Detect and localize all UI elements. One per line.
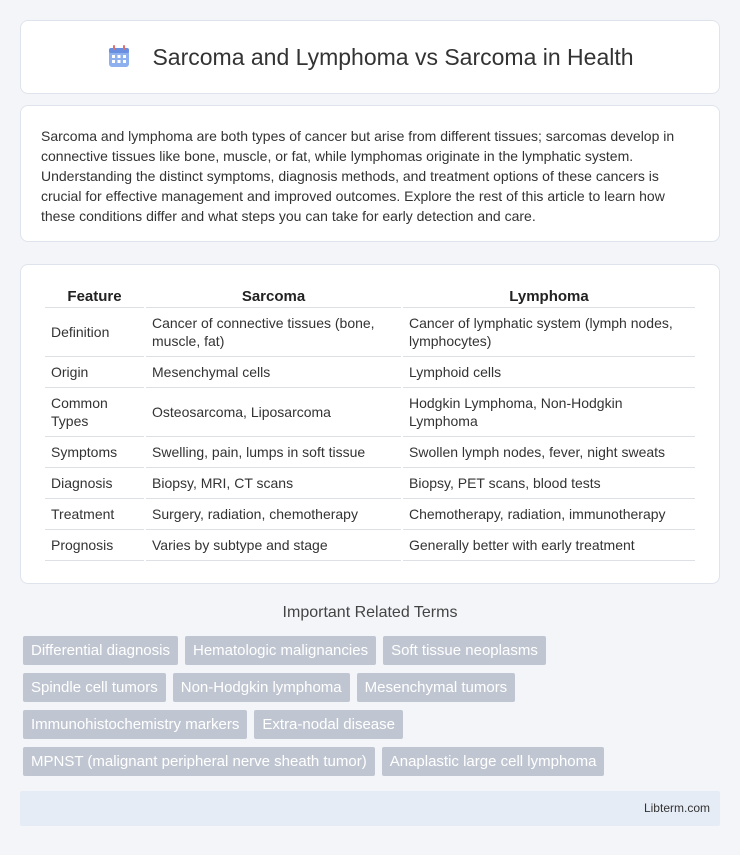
- table-row: [45, 357, 695, 388]
- table-row: [45, 388, 695, 437]
- comparison-table-card: [20, 264, 720, 584]
- table-cell-lymphoma: Cancer of lymphatic system (lymph nodes, lymphocytes): [403, 308, 695, 357]
- table-cell-lymphoma: Biopsy, PET scans, blood tests: [403, 468, 695, 499]
- table-cell-sarcoma: Surgery, radiation, chemotherapy: [146, 499, 401, 530]
- table-cell-feature: Common Types: [45, 388, 144, 437]
- footer: [20, 791, 720, 826]
- table-cell-feature: Prognosis: [45, 530, 144, 561]
- term-tag[interactable]: Hematologic malignancies: [185, 636, 376, 665]
- page-title: Sarcoma and Lymphoma vs Sarcoma in Health: [152, 43, 634, 70]
- term-row: [23, 673, 723, 702]
- term-row: [23, 710, 723, 739]
- footer-brand[interactable]: Libterm.com: [643, 801, 710, 815]
- table-cell-sarcoma: Mesenchymal cells: [146, 357, 401, 388]
- term-tag[interactable]: Immunohistochemistry markers: [23, 710, 247, 739]
- table-cell-sarcoma: Biopsy, MRI, CT scans: [146, 468, 401, 499]
- table-row: [45, 308, 695, 357]
- table-row: [45, 437, 695, 468]
- term-tag[interactable]: Mesenchymal tumors: [357, 673, 516, 702]
- intro-text: Sarcoma and lymphoma are both types of cancer but arise from different tissues; sarcomas develop in connective tissues like bone, muscle, or fat, while lymphomas originate in the lymphatic system. Understanding the distinct symptoms, diagnosis methods, and treatment options of these cancers is crucial for effective management and improved outcomes. Explore the rest of this article to learn how these conditions differ and what steps you can take for early detection and care.: [41, 128, 675, 224]
- table-row: [45, 530, 695, 561]
- intro-card: [20, 105, 720, 242]
- table-cell-lymphoma: Chemotherapy, radiation, immunotherapy: [403, 499, 695, 530]
- table-cell-feature: Treatment: [45, 499, 144, 530]
- table-row: [45, 499, 695, 530]
- header-feature: Feature: [45, 283, 144, 308]
- related-terms: [23, 636, 723, 784]
- table-cell-lymphoma: Swollen lymph nodes, fever, night sweats: [403, 437, 695, 468]
- table-cell-lymphoma: Hodgkin Lymphoma, Non-Hodgkin Lymphoma: [403, 388, 695, 437]
- table-cell-sarcoma: Cancer of connective tissues (bone, muscle, fat): [146, 308, 401, 357]
- term-tag[interactable]: MPNST (malignant peripheral nerve sheath tumor): [23, 747, 375, 776]
- table-cell-feature: Origin: [45, 357, 144, 388]
- table-cell-sarcoma: Swelling, pain, lumps in soft tissue: [146, 437, 401, 468]
- table-row: [45, 468, 695, 499]
- table-cell-feature: Definition: [45, 308, 144, 357]
- calendar-grid-icon: [106, 44, 132, 70]
- term-tag[interactable]: Differential diagnosis: [23, 636, 178, 665]
- term-row: [23, 747, 723, 776]
- term-tag[interactable]: Anaplastic large cell lymphoma: [382, 747, 605, 776]
- table-cell-lymphoma: Lymphoid cells: [403, 357, 695, 388]
- table-cell-feature: Symptoms: [45, 437, 144, 468]
- table-header-row: [45, 283, 695, 308]
- table-cell-feature: Diagnosis: [45, 468, 144, 499]
- comparison-table: [43, 283, 697, 561]
- term-tag[interactable]: Soft tissue neoplasms: [383, 636, 546, 665]
- header-lymphoma: Lymphoma: [403, 283, 695, 308]
- term-tag[interactable]: Extra-nodal disease: [254, 710, 403, 739]
- table-cell-sarcoma: Varies by subtype and stage: [146, 530, 401, 561]
- term-tag[interactable]: Non-Hodgkin lymphoma: [173, 673, 350, 702]
- term-row: [23, 636, 723, 665]
- related-terms-heading: Important Related Terms: [282, 604, 458, 621]
- title-card: [20, 20, 720, 94]
- table-cell-sarcoma: Osteosarcoma, Liposarcoma: [146, 388, 401, 437]
- header-sarcoma: Sarcoma: [146, 283, 401, 308]
- table-cell-lymphoma: Generally better with early treatment: [403, 530, 695, 561]
- term-tag[interactable]: Spindle cell tumors: [23, 673, 166, 702]
